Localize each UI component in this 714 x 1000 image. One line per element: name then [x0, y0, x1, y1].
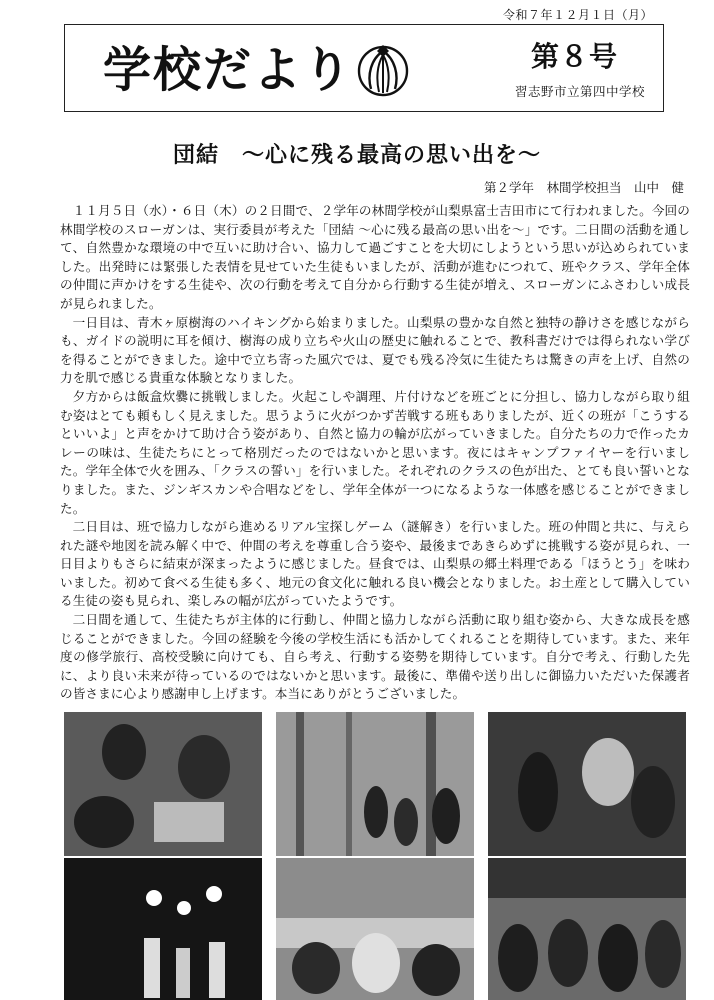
paragraph: 二日目は、班で協力しながら進めるリアル宝探しゲーム（謎解き）を行いました。班の仲間と共に、与えられた謎や地図を読み解く中で、仲間の考えを尊重し合う姿や、最後まであきらめずに挑戦する姿が見られ、一日目よりもさらに結束が深まったように感じました。昼食では、山梨県の郷土料理である「ほうとう」を味わいました。初めて食べる生徒も多く、地元の食文化に触れる良い機会となりました。お土産として購入している生徒の姿も見られ、楽しみの幅が広がっていたようです。 — [60, 519, 690, 609]
photo-forest-hike — [276, 712, 474, 856]
newsletter-title: 学校だより — [103, 42, 354, 98]
issue-number: 第８号 — [531, 40, 619, 73]
paragraph: １１月５日（水）・６日（木）の２日間で、２学年の林間学校が山梨県富士吉田市にて行われました。今回の林間学校のスローガンは、実行委員が考えた「団結 ～心に残る最高の思い出を～」です。二日間の活動を通して、自然豊かな環境の中で互いに助け合い、協力して過ごすことを大切にしようという思いが込められていました。出発時には緊張した表情を見せていた生徒もいましたが、活動が進むにつれて、班やクラス、学年全体の仲間に声かけをする生徒や、次の行動を考えて自分から行動する生徒が増え、スローガンにふさわしい成長が見られました。 — [60, 203, 690, 311]
photo-campfire-torches — [64, 858, 262, 1000]
school-name: 習志野市立第四中学校 — [515, 84, 646, 99]
article-author: 第２学年 林間学校担当 山中 健 — [483, 180, 684, 195]
paragraph: 夕方からは飯盒炊爨に挑戦しました。火起こしや調理、片付けなどを班ごとに分担し、協力しながら取り組む姿はとても頼もしく見えました。思うように火がつかず苦戦する班もありましたが、近くの班が「こうするといいよ」と声をかけて助け合う姿があり、自然と協力の輪が広がっていきました。自分たちの力で作ったカレーの味は、生徒たちにとって格別だったのではないかと思います。夜にはキャンプファイヤーを行いました。学年全体で火を囲み、「クラスの誓い」を行いました。それぞれのクラスの色が出た、とても良い誓いとなりました。また、ジンギスカンや合唱などをし、学年全体が一つになるような一体感を感じることができました。 — [60, 388, 690, 516]
masthead — [64, 24, 664, 112]
article-headline: 団結 ～心に残る最高の思い出を～ — [172, 143, 541, 168]
school-emblem-icon — [353, 37, 413, 99]
photo-fire-pit — [488, 712, 686, 856]
paragraph: 一日目は、青木ヶ原樹海のハイキングから始まりました。山梨県の豊かな自然と独特の静けさを感じながらも、ガイドの説明に耳を傾け、樹海の成り立ちや火山の歴史に触れることで、教科書だけでは得られない学びを得ることができました。途中で立ち寄った風穴では、夏でも残る冷気に生徒たちは驚きの声を上げ、自然の力を肌で感じる貴重な体験となりました。 — [60, 314, 690, 386]
photo-lunch-hall — [276, 858, 474, 1000]
photo-group-students — [488, 858, 686, 1000]
photo-cooking — [64, 712, 262, 856]
paragraph: 二日間を通して、生徒たちが主体的に行動し、仲間と協力しながら活動に取り組む姿から、大きな成長を感じることができました。今回の経験を今後の学校生活にも活かしてくれることを期待しています。また、来年度の修学旅行、高校受験に向けても、自ら考え、行動する姿勢を期待しています。自分で考え、行動した先に、より良い未来が待っているのではないかと思います。最後に、準備や送り出しに御協力いただいた保護者の皆さまに心より感謝申し上げます。本当にありがとうございました。 — [60, 612, 690, 702]
article-body — [60, 202, 690, 704]
issue-date: 令和７年１２月１日（月） — [503, 8, 654, 22]
